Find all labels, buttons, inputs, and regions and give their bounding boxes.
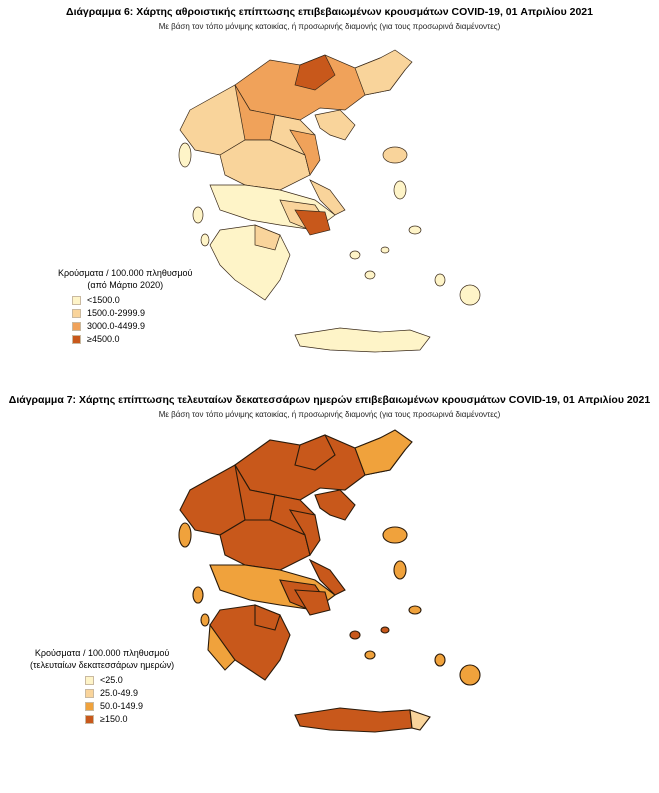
map1-legend-subtitle: (από Μάρτιο 2020) — [87, 280, 164, 291]
map1-region-thrace — [355, 50, 412, 95]
map2-legend-item — [85, 714, 174, 725]
map1-region-cyclades-1 — [350, 251, 360, 259]
map2-legend-item — [85, 688, 174, 699]
map2-swatch-3 — [85, 715, 94, 724]
map1-region-rhodes — [460, 285, 480, 305]
map1-legend-label: ≥4500.0 — [87, 334, 120, 345]
map2-swatch-0 — [85, 676, 94, 685]
map2-region-rhodes — [460, 665, 480, 685]
map1-region-crete — [295, 328, 430, 352]
map1-swatch-1 — [72, 309, 81, 318]
map1-legend-item — [72, 334, 192, 345]
map1-legend-label: 1500.0-2999.9 — [87, 307, 146, 318]
map1-legend-label: 3000.0-4499.9 — [87, 321, 146, 331]
map2-swatch-2 — [85, 702, 94, 711]
map2-legend-label: ≥150.0 — [100, 714, 128, 725]
map2-legend — [30, 648, 174, 728]
map1-region-chios — [394, 181, 406, 199]
map1-region-kefalonia — [193, 207, 203, 223]
map1-title: Διάγραμμα 6: Χάρτης αθροιστικής επίπτωσης επιβεβαιωμένων κρουσμάτων COVID-19, 01 Απριλίου 2021 — [66, 6, 593, 18]
map2-region-thrace — [355, 430, 412, 475]
map2-subtitle: Με βάση τον τόπο μόνιμης κατοικίας, ή προσωρινής διαμονής (για τους προσωρινά διαμένοντες) — [158, 410, 501, 419]
map2-region-crete-west — [295, 708, 412, 732]
map1-subtitle: Με βάση τον τόπο μόνιμης κατοικίας, ή προσωρινής διαμονής (για τους προσωρινά διαμένοντες) — [158, 22, 501, 31]
map2-legend-label: 25.0-49.9 — [100, 687, 139, 698]
map2-greece-choropleth — [150, 420, 530, 750]
map2-region-lesvos — [383, 527, 407, 543]
map1-region-kos — [435, 274, 445, 286]
map2-region-kos — [435, 654, 445, 666]
map2-legend-label: <25.0 — [100, 674, 123, 685]
map2-legend-title: Κρούσματα / 100.000 πληθυσμού — [34, 648, 170, 658]
map2-region-crete-lasithi — [410, 710, 430, 730]
map2-region-chalkidiki — [315, 490, 355, 520]
map2-region-corfu — [179, 523, 191, 547]
map1-legend-item — [72, 321, 192, 332]
map1-region-lesvos — [383, 147, 407, 163]
map2-region-samos — [409, 606, 421, 614]
map1-swatch-0 — [72, 296, 81, 305]
map2-region-kefalonia — [193, 587, 203, 603]
map2-region-chios — [394, 561, 406, 579]
map2-swatch-1 — [85, 689, 94, 698]
map1-greece-choropleth — [150, 40, 530, 370]
map2-legend-subtitle: (τελευταίων δεκατεσσάρων ημερών) — [30, 660, 175, 671]
map1-swatch-3 — [72, 335, 81, 344]
map1-legend-item — [72, 308, 192, 319]
map1-legend — [58, 268, 192, 348]
map1-legend-title: Κρούσματα / 100.000 πληθυσμού — [58, 268, 193, 278]
map2-legend-item — [85, 701, 174, 712]
map1-swatch-2 — [72, 322, 81, 331]
map2-region-zakynthos — [201, 614, 209, 626]
map2-legend-label: 50.0-149.9 — [100, 701, 144, 711]
map2-legend-item — [85, 675, 174, 686]
map1-region-corinthia — [255, 225, 280, 250]
map1-legend-item — [72, 295, 192, 306]
map2-region-cyclades-2 — [365, 651, 375, 659]
map1-region-cyclades-3 — [381, 247, 389, 253]
map2-region-corinthia — [255, 605, 280, 630]
map1-region-zakynthos — [201, 234, 209, 246]
map1-region-chalkidiki — [315, 110, 355, 140]
map2-region-cyclades-3 — [381, 627, 389, 633]
map1-region-cyclades-2 — [365, 271, 375, 279]
map1-legend-label: <1500.0 — [87, 294, 120, 305]
map2-title: Διάγραμμα 7: Χάρτης επίπτωσης τελευταίων δεκατεσσάρων ημερών επιβεβαιωμένων κρουσμάτων COVID-19, 01 Απριλίου 2021 — [8, 394, 651, 406]
map2-region-cyclades-1 — [350, 631, 360, 639]
map1-region-corfu — [179, 143, 191, 167]
map1-region-samos — [409, 226, 421, 234]
